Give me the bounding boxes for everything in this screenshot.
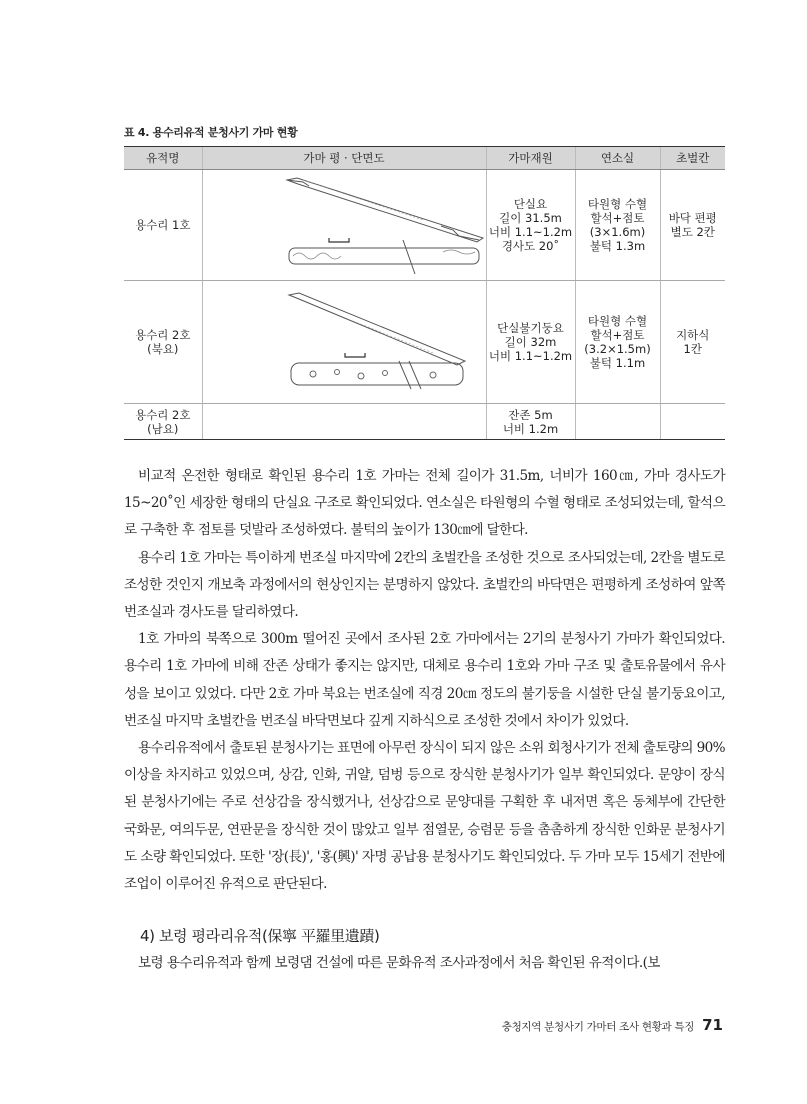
site-name: 용수리 1호 bbox=[124, 170, 202, 281]
kiln-specs: 단실요 길이 31.5m 너비 1.1~1.2m 경사도 20˚ bbox=[486, 170, 575, 281]
section-title: 4) 보령 평라리유적(保寧 平羅里遺蹟) bbox=[140, 927, 380, 945]
kiln-specs: 잔존 5m 너비 1.2m bbox=[486, 404, 575, 440]
table-row bbox=[124, 404, 725, 440]
kiln-drawing-cell bbox=[202, 281, 486, 404]
kiln-2-drawing bbox=[203, 281, 487, 403]
paragraph: 비교적 온전한 형태로 확인된 용수리 1호 가마는 전체 길이가 31.5m, 너비가 160㎝, 가마 경사도가 15~20˚인 세장한 형태의 단실요 구조로 확인되었다. 연소실은 타원형의 수혈 형태로 조성되었는데, 할석으로 구축한 후 점토를 덧발라 조성하였다. 불턱의 높이가 130㎝에 달한다. bbox=[124, 468, 725, 539]
table-row bbox=[124, 170, 725, 281]
body-text bbox=[124, 463, 725, 898]
table-row bbox=[124, 281, 725, 404]
kiln-1-drawing bbox=[203, 170, 487, 280]
kiln-table bbox=[124, 146, 725, 440]
site-name: 용수리 2호 (북요) bbox=[124, 281, 202, 404]
header-kiln-specs: 가마재원 bbox=[486, 147, 575, 170]
firebox: 타원형 수혈 할석+점토 (3×1.6m) 불턱 1.3m bbox=[575, 170, 660, 281]
paragraph: 용수리유적에서 출토된 분청사기는 표면에 아무런 장식이 되지 않은 소위 회청사기가 전체 출토량의 90% 이상을 차지하고 있었으며, 상감, 인화, 귀얄, 덤벙 등으로 장식한 분청사기가 일부 확인되었다. 문양이 장식된 분청사기에는 주로 선상감을 장식했거나, 선상감으로 문양대를 구획한 후 내저면 혹은 동체부에 간단한 국화문, 여의두문, 연판문을 장식한 것이 많았고 일부 점열문, 승렴문 등을 촘촘하게 장식한 인화문 분청사기도 소량 확인되었다. 또한 '장(長)', '홍(興)' 자명 공납용 분청사기도 확인되었다. 두 가마 모두 15세기 전반에 조업이 이루어진 유적으로 판단된다. bbox=[124, 740, 725, 893]
firebox: 타원형 수혈 할석+점토 (3.2×1.5m) 불턱 1.1m bbox=[575, 281, 660, 404]
table-caption: 표 4. 용수리유적 분청사기 가마 현황 bbox=[124, 126, 298, 139]
paragraph: 보령 용수리유적과 함께 보령댐 건설에 따른 문화유적 조사과정에서 처음 확인된 유적이다.(보 bbox=[138, 955, 660, 971]
first-firing-chamber bbox=[660, 404, 725, 440]
table-header-row bbox=[124, 147, 725, 170]
kiln-drawing-cell bbox=[202, 404, 486, 440]
kiln-specs: 단실불기둥요 길이 32m 너비 1.1~1.2m bbox=[486, 281, 575, 404]
running-title: 충청지역 분청사기 가마터 조사 현황과 특징 bbox=[501, 1021, 695, 1033]
site-name: 용수리 2호 (남요) bbox=[124, 404, 202, 440]
first-firing-chamber: 지하식 1칸 bbox=[660, 281, 725, 404]
paragraph: 1호 가마의 북쪽으로 300m 떨어진 곳에서 조사된 2호 가마에서는 2기의 분청사기 가마가 확인되었다. 용수리 1호 가마에 비해 잔존 상태가 좋지는 않지만, 대체로 용수리 1호와 가마 구조 및 출토유물에서 유사성을 보이고 있었다. 다만 2호 가마 북요는 번조실에 직경 20㎝ 정도의 불기둥을 시설한 단실 불기둥요이고, 번조실 마지막 초벌칸을 번조실 바닥면보다 깊게 지하식으로 조성한 것에서 차이가 있었다. bbox=[124, 631, 725, 729]
header-drawing: 가마 평 · 단면도 bbox=[202, 147, 486, 170]
page-footer bbox=[502, 1016, 723, 1034]
first-firing-chamber: 바닥 편평 별도 2칸 bbox=[660, 170, 725, 281]
header-first-firing: 초벌칸 bbox=[660, 147, 725, 170]
page-number: 71 bbox=[702, 1016, 723, 1034]
paragraph: 용수리 1호 가마는 특이하게 번조실 마지막에 2칸의 초벌칸을 조성한 것으로 조사되었는데, 2칸을 별도로 조성한 것인지 개보축 과정에서의 현상인지는 분명하지 않았다. 초벌칸의 바닥면은 편평하게 조성하여 앞쪽 번조실과 경사도를 달리하였다. bbox=[124, 549, 725, 621]
kiln-drawing-cell bbox=[202, 170, 486, 281]
header-site: 유적명 bbox=[124, 147, 202, 170]
header-firebox: 연소실 bbox=[575, 147, 660, 170]
firebox bbox=[575, 404, 660, 440]
